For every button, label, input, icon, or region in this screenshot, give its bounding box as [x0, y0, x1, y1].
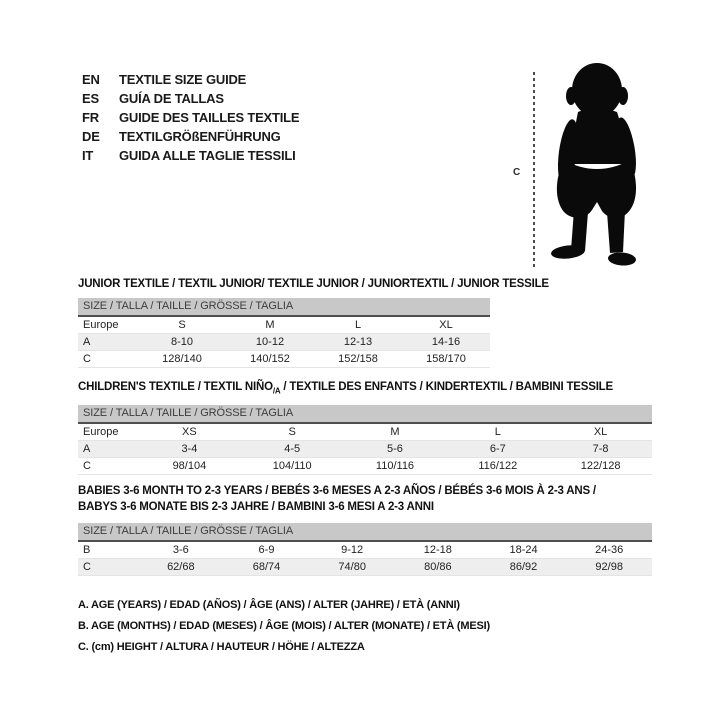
- table-row: [78, 559, 652, 576]
- height-dashed-line: [533, 72, 535, 268]
- table-row: [78, 458, 652, 475]
- cell: L: [354, 319, 362, 331]
- cell: 4-5: [284, 443, 301, 456]
- title-text: CHILDREN'S TEXTILE / TEXTIL NIÑO: [78, 381, 273, 393]
- language-code: ES: [82, 91, 99, 106]
- cell: XL: [593, 426, 608, 439]
- row-label: Europe: [83, 319, 119, 331]
- legend-line-a: A. AGE (YEARS) / EDAD (AÑOS) / ÂGE (ANS) / ALTER (JAHRE) / ETÀ (ANNI): [78, 599, 460, 611]
- row-label: C: [83, 460, 91, 473]
- cell: XL: [439, 319, 453, 331]
- legend-line-c: C. (cm) HEIGHT / ALTURA / HAUTEUR / HÖHE / ALTEZZA: [78, 641, 365, 653]
- list-item: [82, 70, 299, 89]
- size-table: [78, 542, 652, 576]
- cell: L: [494, 426, 501, 439]
- language-code: IT: [82, 148, 94, 163]
- list-item: [82, 146, 299, 165]
- height-marker-label: C: [513, 167, 521, 178]
- language-title: GUIDA ALLE TAGLIE TESSILI: [119, 148, 296, 163]
- cell: 122/128: [580, 460, 621, 473]
- cell: 14-16: [431, 336, 461, 348]
- cell: 86/92: [509, 561, 538, 573]
- cell: 62/68: [167, 561, 195, 573]
- table-row: [78, 351, 490, 368]
- cell: 74/80: [338, 561, 366, 573]
- title-text: / TEXTILE DES ENFANTS / KINDERTEXTIL / BAMBINI TESSILE: [280, 381, 613, 393]
- cell: M: [265, 319, 275, 331]
- childrens-textile-section: [78, 380, 652, 475]
- language-code: FR: [82, 110, 99, 125]
- cell: 12-13: [343, 336, 373, 348]
- cell: S: [178, 319, 186, 331]
- babies-textile-section: [78, 483, 652, 576]
- cell: 140/152: [250, 353, 290, 365]
- cell: 68/74: [252, 561, 281, 573]
- cell: 116/122: [478, 460, 518, 473]
- table-row: [78, 542, 652, 559]
- toddler-silhouette-icon: [542, 60, 656, 270]
- cell: 24-36: [595, 544, 624, 556]
- cell: XS: [182, 426, 197, 439]
- cell: 12-18: [423, 544, 452, 556]
- size-header-bar: SIZE / TALLA / TAILLE / GRÖSSE / TAGLIA: [78, 298, 490, 317]
- cell: 152/158: [338, 353, 378, 365]
- table-title: [78, 483, 652, 515]
- size-header-bar: SIZE / TALLA / TAILLE / GRÖSSE / TAGLIA: [78, 405, 652, 424]
- cell: 3-6: [172, 544, 189, 556]
- title-line: BABYS 3-6 MONATE BIS 2-3 JAHRE / BAMBINI 3-6 MESI A 2-3 ANNI: [78, 501, 434, 513]
- language-code: EN: [82, 72, 100, 87]
- cell: 80/86: [424, 561, 452, 573]
- row-label: C: [83, 353, 91, 365]
- junior-textile-section: [78, 277, 549, 368]
- language-list: [82, 70, 299, 165]
- table-row: [78, 334, 490, 351]
- cell: 9-12: [341, 544, 364, 556]
- title-line: BABIES 3-6 MONTH TO 2-3 YEARS / BEBÉS 3-6 MESES A 2-3 AÑOS / BÉBÉS 3-6 MOIS À 2-3 ANS /: [78, 485, 596, 497]
- cell: 5-6: [387, 443, 403, 456]
- size-table: [78, 424, 652, 475]
- cell: 128/140: [162, 353, 202, 365]
- cell: 110/116: [375, 460, 415, 473]
- table-row: [78, 441, 652, 458]
- language-code: DE: [82, 129, 100, 144]
- language-title: TEXTILE SIZE GUIDE: [119, 72, 247, 87]
- cell: 158/170: [426, 353, 466, 365]
- table-row: [78, 317, 490, 334]
- cell: 104/110: [272, 460, 312, 473]
- list-item: [82, 108, 299, 127]
- table-row: [78, 424, 652, 441]
- language-title: TEXTILGRÖßENFÜHRUNG: [119, 129, 281, 144]
- row-label: A: [83, 443, 91, 456]
- language-title: GUÍA DE TALLAS: [119, 91, 224, 106]
- cell: 10-12: [255, 336, 285, 348]
- language-title: GUIDE DES TAILLES TEXTILE: [119, 110, 300, 125]
- cell: 3-4: [181, 443, 198, 456]
- row-label: B: [83, 544, 91, 556]
- list-item: [82, 127, 299, 146]
- cell: M: [390, 426, 400, 439]
- list-item: [82, 89, 299, 108]
- cell: 6-7: [489, 443, 506, 456]
- table-title: JUNIOR TEXTILE / TEXTIL JUNIOR/ TEXTILE JUNIOR / JUNIORTEXTIL / JUNIOR TESSILE: [78, 278, 549, 290]
- cell: 8-10: [170, 336, 194, 348]
- cell: S: [288, 426, 296, 439]
- row-label: C: [83, 561, 91, 573]
- cell: 6-9: [258, 544, 275, 556]
- cell: 92/98: [595, 561, 623, 573]
- table-title: [78, 380, 652, 398]
- row-label: Europe: [83, 426, 119, 439]
- cell: 7-8: [592, 443, 609, 456]
- cell: 18-24: [509, 544, 538, 556]
- row-label: A: [83, 336, 91, 348]
- cell: 98/104: [172, 460, 207, 473]
- measure-legend: [78, 595, 490, 658]
- size-table: [78, 317, 490, 368]
- title-subscript: /A: [272, 386, 281, 396]
- size-header-bar: SIZE / TALLA / TAILLE / GRÖSSE / TAGLIA: [78, 523, 652, 542]
- legend-line-b: B. AGE (MONTHS) / EDAD (MESES) / ÂGE (MOIS) / ALTER (MONATE) / ETÀ (MESI): [78, 620, 490, 632]
